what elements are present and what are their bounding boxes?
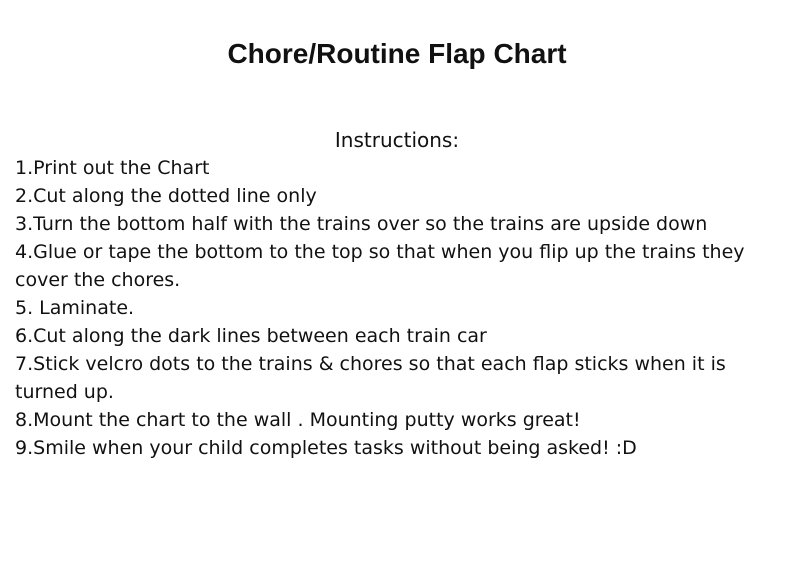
instruction-step-8: 8.Mount the chart to the wall . Mounting putty works great! — [15, 409, 581, 431]
instruction-step-5: 5. Laminate. — [15, 297, 135, 319]
instruction-step-4: 4.Glue or tape the bottom to the top so that when you flip up the trains they cover the chores. — [15, 241, 745, 291]
instruction-step-9: 9.Smile when your child completes tasks without being asked! :D — [15, 437, 637, 459]
instructions-heading: Instructions: — [334, 128, 460, 152]
instruction-step-1: 1.Print out the Chart — [15, 157, 210, 179]
instruction-step-6: 6.Cut along the dark lines between each train car — [15, 325, 487, 347]
instruction-step-3: 3.Turn the bottom half with the trains over so the trains are upside down — [15, 213, 708, 235]
page-title: Chore/Routine Flap Chart — [227, 38, 567, 69]
instruction-steps-list — [15, 154, 785, 462]
instruction-step-7: 7.Stick velcro dots to the trains & chores so that each flap sticks when it is turned up. — [15, 353, 726, 403]
instruction-step-2: 2.Cut along the dotted line only — [15, 185, 317, 207]
